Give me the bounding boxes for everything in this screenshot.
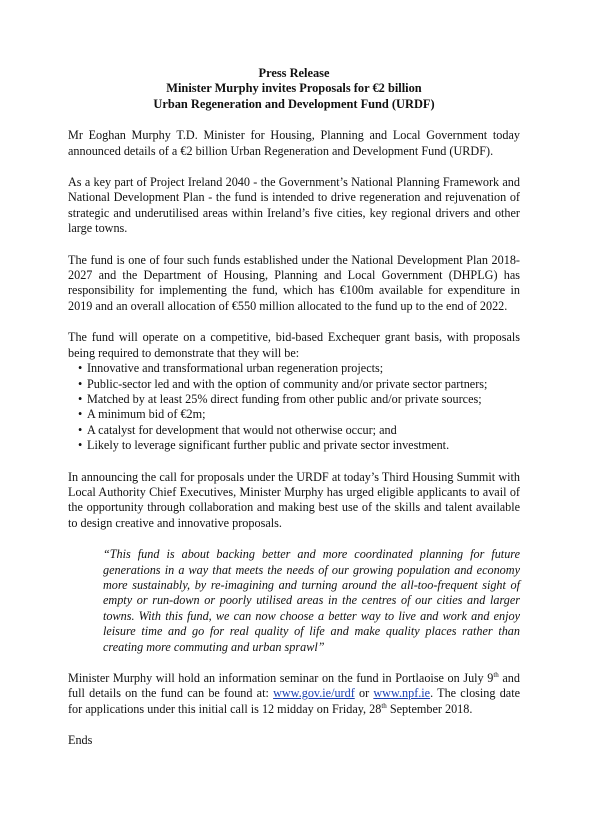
list-item-text: Innovative and transformational urban regeneration projects;: [87, 361, 384, 376]
list-item: [78, 361, 520, 376]
closing-text: and full details on the fund can be found at:: [68, 671, 520, 701]
ordinal-suffix: th: [381, 701, 387, 710]
heading-label: Press Release: [258, 66, 330, 80]
list-item: [78, 407, 520, 422]
closing-text: Minister Murphy will hold an information seminar on the fund in Portlaoise on July 9: [68, 671, 494, 685]
npf-link[interactable]: www.npf.ie: [373, 686, 431, 701]
list-item: [78, 377, 520, 392]
bullet-icon: •: [78, 391, 83, 406]
list-item-text: Public-sector led and with the option of community and/or private sector partners;: [87, 376, 488, 391]
list-item-text: Likely to leverage significant further public and private sector investment.: [87, 438, 450, 453]
ends-marker: Ends: [68, 733, 93, 748]
gov-urdf-link[interactable]: www.gov.ie/urdf: [273, 686, 355, 701]
list-item-text: A minimum bid of €2m;: [87, 407, 206, 422]
criteria-intro-paragraph: The fund will operate on a competitive, bid-based Exchequer grant basis, with proposals being required to demonstrate that they will be:: [68, 330, 520, 360]
list-item-text: A catalyst for development that would not otherwise occur; and: [87, 422, 397, 437]
context-paragraph: As a key part of Project Ireland 2040 - the Government’s National Planning Framework and National Development Plan - the fund is intended to drive regeneration and rejuvenation of strategic and underutilised areas within Ireland’s five cities, key regional drivers and other large towns.: [68, 175, 520, 236]
bullet-icon: •: [78, 438, 83, 453]
bullet-icon: •: [78, 407, 83, 422]
press-release-heading: [68, 66, 520, 112]
minister-quote: “This fund is about backing better and more coordinated planning for future generations in a way that meets the needs of our growing population and economy more sustainably, by re-imagining and turning around the all-too-frequent sight of empty or run-down or poorly utilised areas in the centres of our cities and larger towns. With this fund, we can now choose a better way to live and work and enjoy leisure time and go for real quality of life and make quality places rather than creating more commuting and urban sprawl”: [103, 547, 520, 654]
press-release-page: [68, 66, 520, 765]
funding-paragraph: The fund is one of four such funds established under the National Development Plan 2018-2027 and the Department of Housing, Planning and Local Government (DHPLG) has responsibility for implementing the fund, which has €100m available for expenditure in 2019 and an overall allocation of €550 million allocated to the fund up to the end of 2022.: [68, 252, 520, 313]
closing-text: or: [354, 686, 374, 701]
list-item-text: Matched by at least 25% direct funding from other public and/or private sources;: [87, 391, 482, 406]
headline: Minister Murphy invites Proposals for €2 billion: [166, 81, 422, 96]
criteria-list: [68, 361, 520, 453]
list-item: [78, 438, 520, 453]
bullet-icon: •: [78, 376, 83, 391]
bullet-icon: •: [78, 422, 83, 437]
closing-text: September 2018.: [386, 701, 473, 716]
headline-subtitle: Urban Regeneration and Development Fund (URDF): [153, 96, 435, 111]
announcement-paragraph: In announcing the call for proposals under the URDF at today’s Third Housing Summit with Local Authority Chief Executives, Minister Murphy has urged eligible applicants to avail of the opportunity through collaboration and making best use of the skills and talent available to design creative and innovative proposals.: [68, 469, 520, 530]
list-item: [78, 423, 520, 438]
ordinal-suffix: th: [493, 671, 499, 679]
closing-paragraph: [68, 671, 520, 717]
intro-paragraph: Mr Eoghan Murphy T.D. Minister for Housing, Planning and Local Government today announced details of a €2 billion Urban Regeneration and Development Fund (URDF).: [68, 128, 520, 158]
bullet-icon: •: [78, 361, 83, 376]
closing-text: . The closing date for applications under this initial call is 12 midday on Friday, 28: [68, 686, 521, 716]
list-item: [78, 392, 520, 407]
